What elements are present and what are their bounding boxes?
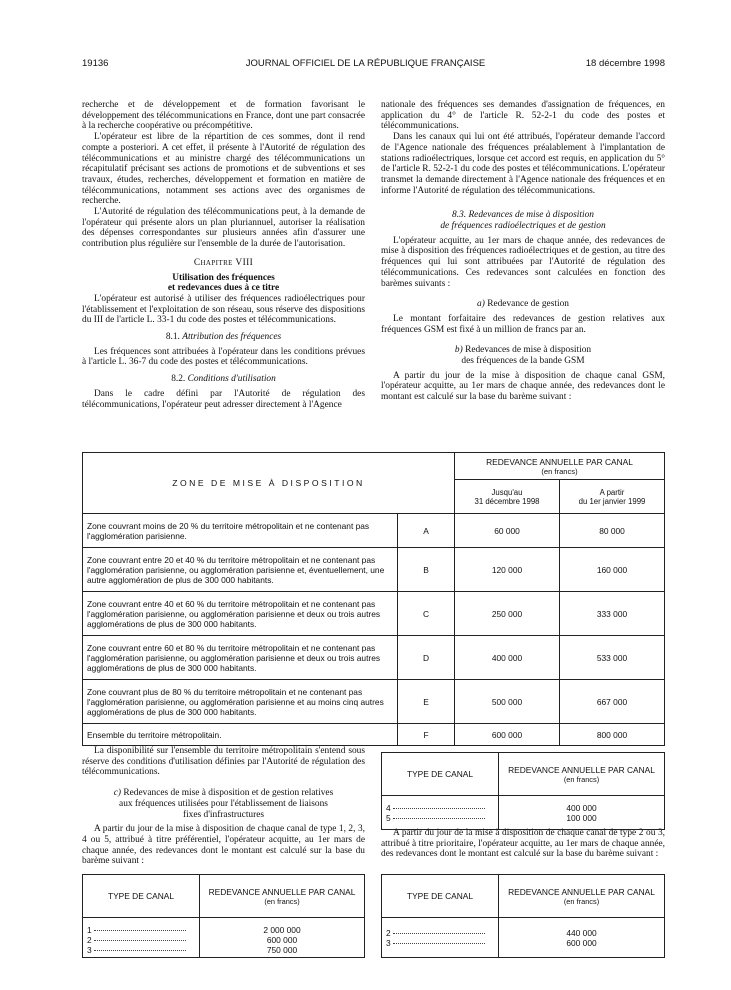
table-row xyxy=(83,592,665,636)
section-title: Attribution des fréquences xyxy=(182,332,282,343)
fee-value: 750 000 xyxy=(266,945,298,955)
zone-description: Zone couvrant entre 60 et 80 % du territoire métropolitain et ne contenant pas l'agglomération parisienne, ou agglomération parisienne et deux ou trois autres agglomérations de plus de 300 000 habitants. xyxy=(83,636,398,680)
fee-value: 400 000 xyxy=(566,802,597,813)
channel-type: 2 xyxy=(386,927,391,938)
zone-letter: A xyxy=(398,514,455,548)
column-header-line: A partir xyxy=(599,487,625,497)
type-header: TYPE DE CANAL xyxy=(382,753,499,796)
fee-from-1999: 800 000 xyxy=(560,724,665,746)
channel-type-4-5-table xyxy=(381,752,665,830)
table-row xyxy=(83,548,665,592)
fee-header-unit: (en francs) xyxy=(264,896,300,906)
paragraph: A partir du jour de la mise à disposition de chaque canal GSM, l'opérateur acquitte, au 1er mars de chaque année, des redevances dont le montant est calculé sur la base du barème suivant : xyxy=(381,370,665,403)
paragraph: Le montant forfaitaire des redevances de gestion relatives aux fréquences GSM est fixé à un million de francs par an. xyxy=(381,313,665,335)
paragraph: recherche et de développement et de formation favorisant le développement des télécommunications en France, dont une part consacrée à la recherche coopérative ou précompétitive. xyxy=(82,100,365,132)
left-column xyxy=(82,100,365,410)
zone-description: Zone couvrant moins de 20 % du territoire métropolitain et ne contenant pas l'agglomération parisienne. xyxy=(83,514,398,548)
section-heading-8-1 xyxy=(82,332,365,343)
channel-type-1-2-3-table xyxy=(82,874,365,958)
subsection-label: a) xyxy=(477,299,485,310)
fee-until-1998: 500 000 xyxy=(455,680,560,724)
fee-header-title: REDEVANCE ANNUELLE PAR CANAL xyxy=(508,886,655,897)
fee-value: 100 000 xyxy=(566,812,597,823)
subsection-c-heading xyxy=(82,788,365,820)
chapter-heading: Chapitre VIII xyxy=(193,257,254,268)
zone-letter: D xyxy=(398,636,455,680)
zone-header: ZONE DE MISE À DISPOSITION xyxy=(83,453,455,514)
chapter-title-line: et redevances dues à ce titre xyxy=(167,283,280,294)
fee-value: 600 000 xyxy=(266,935,298,945)
channel-type: 5 xyxy=(386,812,391,823)
channel-type: 4 xyxy=(386,802,391,813)
subsection-title-line: fixes d'infrastructures xyxy=(182,809,265,820)
zone-letter: B xyxy=(398,548,455,592)
zone-letter: C xyxy=(398,592,455,636)
channel-type: 2 xyxy=(87,935,92,945)
fee-value: 600 000 xyxy=(566,937,597,948)
channel-type-2-3-table xyxy=(381,874,665,958)
fee-header-unit: (en francs) xyxy=(541,466,578,476)
table-row xyxy=(83,724,665,746)
channel-type: 1 xyxy=(87,925,92,935)
subsection-title-line: des fréquences de la bande GSM xyxy=(461,356,585,367)
fee-until-1998: 400 000 xyxy=(455,636,560,680)
paragraph: Les fréquences sont attribuées à l'opérateur dans les conditions prévues à l'article L. 36-7 du code des postes et télécommunications. xyxy=(82,346,365,368)
zone-fee-table xyxy=(82,452,665,746)
paragraph: L'opérateur est libre de la répartition de ces sommes, dont il rend compte a posteriori. A cet effet, il présente à l'Autorité de régulation des télécommunications et au ministre chargé des télécommunications un récapitulatif précisant ses actions de promotions et de subventions et ses travaux, études, recherches, développement et formation en matière de télécommunications, notamment ses actions avec des organismes de recherche. xyxy=(82,132,365,207)
type-cell xyxy=(83,918,200,958)
fee-value: 440 000 xyxy=(566,927,597,938)
zone-description: Ensemble du territoire métropolitain. xyxy=(83,724,398,746)
table-row xyxy=(83,636,665,680)
fee-from-1999: 80 000 xyxy=(560,514,665,548)
zone-description: Zone couvrant entre 40 et 60 % du territoire métropolitain et ne contenant pas l'agglomération parisienne, ou agglomération parisienne et deux ou trois autres agglomérations de plus de 300 000 habitants. xyxy=(83,592,398,636)
paragraph: L'opérateur est autorisé à utiliser des fréquences radioélectriques pour l'établissement et l'exploitation de son réseau, sous réserve des dispositions du III de l'article L. 33-1 du code des postes et télécommunications. xyxy=(82,293,365,326)
column-header-line: Jusqu'au xyxy=(491,487,523,497)
type-header: TYPE DE CANAL xyxy=(382,875,499,918)
section-title-line: 8.3. Redevances de mise à disposition xyxy=(452,210,594,221)
paragraph: A partir du jour de la mise à disposition de chaque canal de type 2 ou 3, attribué à titre prioritaire, l'opérateur acquitte, au 1er mars de chaque année, des redevances dont le montant est calculé sur la base du barème suivant : xyxy=(381,828,665,860)
type-header: TYPE DE CANAL xyxy=(83,875,200,918)
subsection-label: c) xyxy=(113,788,122,799)
fee-cell xyxy=(200,918,365,958)
fee-from-1999: 533 000 xyxy=(560,636,665,680)
fee-header-unit: (en francs) xyxy=(563,774,600,784)
subsection-b-heading xyxy=(381,345,665,366)
column-header-line: 31 décembre 1998 xyxy=(474,496,540,506)
paragraph: Dans les canaux qui lui ont été attribués, l'opérateur demande l'accord de l'Agence nationale des fréquences préalablement à l'implantation de stations radioélectriques, lorsque cet accord est requis, en application du 5° de l'article R. 52-2-1 du code des postes et télécommunications. L'opérateur transmet la demande directement à l'Agence nationale des fréquences et en informe l'Autorité de régulation des télécommunications. xyxy=(381,132,666,196)
fee-cell xyxy=(499,796,665,830)
fee-header-unit: (en francs) xyxy=(563,896,600,906)
table-row xyxy=(382,918,665,958)
subsection-title: Redevances de mise à disposition xyxy=(465,345,592,356)
fee-from-1999: 160 000 xyxy=(560,548,665,592)
issue-date: 18 décembre 1998 xyxy=(585,58,665,69)
paragraph: L'Autorité de régulation des télécommunications peut, à la demande de l'opérateur qui présente alors un plan pluriannuel, autoriser la réalisation des dépenses correspondantes sur plusieurs années afin d'assurer une contribution plus régulière sur l'ensemble de la durée de l'autorisation. xyxy=(82,207,365,250)
fee-header-title: REDEVANCE ANNUELLE PAR CANAL xyxy=(486,456,633,467)
table-row xyxy=(83,514,665,548)
table-row xyxy=(83,680,665,724)
section-number: 8.1. xyxy=(165,332,180,343)
journal-title: JOURNAL OFFICIEL DE LA RÉPUBLIQUE FRANÇAISE xyxy=(245,58,486,69)
fee-from-1999: 333 000 xyxy=(560,592,665,636)
fee-until-1998: 250 000 xyxy=(455,592,560,636)
fee-until-1998: 60 000 xyxy=(455,514,560,548)
fee-header xyxy=(499,753,665,796)
section-title: Conditions d'utilisation xyxy=(187,374,276,385)
lower-left-column xyxy=(82,746,365,867)
fee-header xyxy=(499,875,665,918)
fee-header-title: REDEVANCE ANNUELLE PAR CANAL xyxy=(208,886,356,897)
subsection-a-heading xyxy=(381,299,665,310)
lower-right-column xyxy=(381,828,665,860)
section-heading-8-2 xyxy=(82,374,365,385)
zone-letter: E xyxy=(398,680,455,724)
fee-until-1998: 600 000 xyxy=(455,724,560,746)
subsection-label: b) xyxy=(454,345,463,356)
paragraph: A partir du jour de la mise à disposition de chaque canal de type 1, 2, 3, 4 ou 5, attribué à titre préférentiel, l'opérateur acquitte, au 1er mars de chaque année, des redevances dont le montant est calculé sur la base du barème suivant : xyxy=(82,824,365,867)
paragraph: Dans le cadre défini par l'Autorité de régulation des télécommunications, l'opérateur peut adresser directement à l'Agence xyxy=(82,388,365,410)
paragraph: L'opérateur acquitte, au 1er mars de chaque année, des redevances de mise à disposition des fréquences radioélectriques et de gestion, au titre des fréquences qui lui sont attribuées par l'Autorité de régulation des télécommunications. Ces redevances sont calculées en fonction des barèmes suivants : xyxy=(381,235,665,289)
zone-description: Zone couvrant entre 20 et 40 % du territoire métropolitain et ne contenant pas l'agglomération parisienne, ou agglomération parisienne et, éventuellement, une autre agglomération de plus de 300 000 habitants. xyxy=(83,548,398,592)
subsection-title: Redevance de gestion xyxy=(487,299,569,310)
fee-header-title: REDEVANCE ANNUELLE PAR CANAL xyxy=(508,764,655,775)
section-title-line: de fréquences radioélectriques et de gestion xyxy=(440,221,606,232)
fee-until-1998: 120 000 xyxy=(455,548,560,592)
section-number: 8.2. xyxy=(171,374,186,385)
paragraph: nationale des fréquences ses demandes d'assignation de fréquences, en application du 4° de l'article R. 52-2-1 du code des postes et télécommunications. xyxy=(381,100,665,132)
page-number: 19136 xyxy=(82,58,109,69)
table-row xyxy=(83,918,365,958)
section-heading-8-3 xyxy=(381,210,665,231)
column-header-line: du 1er janvier 1999 xyxy=(578,496,646,506)
zone-description: Zone couvrant plus de 80 % du territoire métropolitain et ne contenant pas l'agglomération parisienne, ou agglomération parisienne et au moins cinq autres agglomérations de plus de 300 000 habitants. xyxy=(83,680,398,724)
paragraph: La disponibilité sur l'ensemble du territoire métropolitain s'entend sous réserve des conditions d'utilisation définies par l'Autorité de régulation des télécommunications. xyxy=(82,746,365,778)
zone-letter: F xyxy=(398,724,455,746)
table-row xyxy=(382,796,665,830)
subsection-title-line: aux fréquences utilisées pour l'établissement de liaisons xyxy=(119,798,328,809)
type-cell xyxy=(382,918,499,958)
column-header-from-1999 xyxy=(560,480,665,514)
fee-value: 2 000 000 xyxy=(263,925,301,935)
subsection-title: Redevances de mise à disposition et de gestion relatives xyxy=(123,788,334,799)
fee-header xyxy=(455,453,665,480)
type-cell xyxy=(382,796,499,830)
fee-cell xyxy=(499,918,665,958)
chapter-title-line: Utilisation des fréquences xyxy=(172,272,275,283)
fee-from-1999: 667 000 xyxy=(560,680,665,724)
right-column xyxy=(381,100,665,403)
channel-type: 3 xyxy=(87,945,92,955)
channel-type: 3 xyxy=(386,937,391,948)
chapter-title xyxy=(82,273,365,294)
column-header-until-1998 xyxy=(455,480,560,514)
fee-header xyxy=(200,875,365,918)
